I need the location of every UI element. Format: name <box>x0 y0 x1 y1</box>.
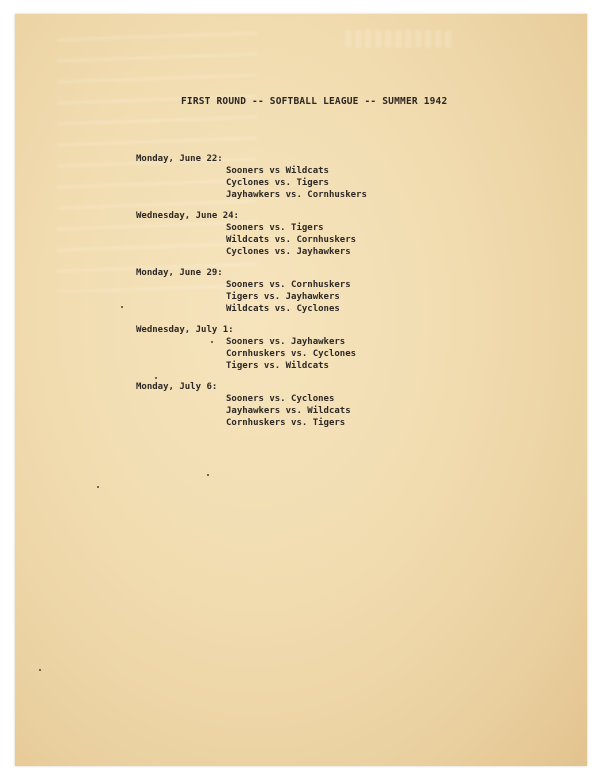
game-item: Cyclones vs. Tigers <box>226 178 329 188</box>
game-item: Wildcats vs. Cornhuskers <box>226 235 357 245</box>
game-list <box>226 279 351 315</box>
game-item: Cornhuskers vs. Cyclones <box>226 349 357 359</box>
day-date: Monday, June 22: <box>136 154 223 164</box>
document-title: FIRST ROUND -- SOFTBALL LEAGUE -- SUMMER 1942 <box>181 96 448 107</box>
day-date: Wednesday, June 24: <box>136 211 239 221</box>
game-list <box>226 393 351 429</box>
game-list <box>226 165 367 201</box>
ink-speck <box>97 486 99 488</box>
game-item: Cornhuskers vs. Tigers <box>226 418 346 428</box>
game-list <box>226 336 356 372</box>
day-date: Wednesday, July 1: <box>136 325 234 335</box>
game-item: Cyclones vs. Jayhawkers <box>226 247 351 257</box>
game-item: Jayhawkers vs. Cornhuskers <box>226 190 367 200</box>
ink-speck <box>211 341 213 343</box>
ink-speck <box>207 474 209 476</box>
game-item: Jayhawkers vs. Wildcats <box>226 406 351 416</box>
ink-speck <box>39 669 41 671</box>
game-item: Sooners vs. Tigers <box>226 223 324 233</box>
game-item: Sooners vs. Cyclones <box>226 394 335 404</box>
game-item: Tigers vs. Jayhawkers <box>226 292 340 302</box>
game-item: Tigers vs. Wildcats <box>226 361 329 371</box>
game-item: Sooners vs Wildcats <box>226 166 329 176</box>
handwriting-bleed-through-right <box>345 30 455 48</box>
game-item: Sooners vs. Cornhuskers <box>226 280 351 290</box>
game-item: Wildcats vs. Cyclones <box>226 304 340 314</box>
game-list <box>226 222 356 258</box>
paper-sheet <box>15 14 587 766</box>
ink-speck <box>121 306 123 308</box>
day-date: Monday, July 6: <box>136 382 218 392</box>
day-date: Monday, June 29: <box>136 268 223 278</box>
ink-speck <box>155 377 157 379</box>
game-item: Sooners vs. Jayhawkers <box>226 337 346 347</box>
